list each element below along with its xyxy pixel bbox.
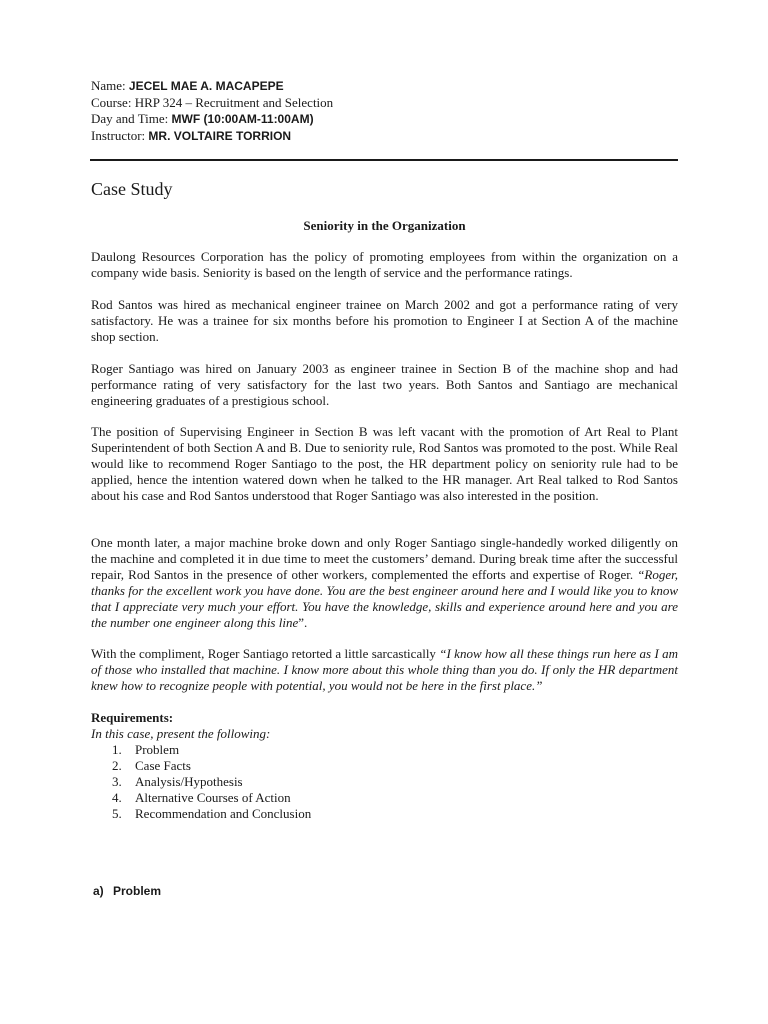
requirements-heading: Requirements:: [91, 710, 174, 725]
name-label: Name:: [91, 78, 129, 93]
list-item: [112, 774, 311, 790]
list-item-label: Alternative Courses of Action: [135, 790, 291, 805]
paragraph-policy: Daulong Resources Corporation has the policy of promoting employees from within the organization on a company wide basis. Seniority is based on the length of service and the performance ratings.: [91, 249, 678, 280]
list-item-label: Problem: [135, 742, 180, 757]
requirements-intro: In this case, present the following:: [91, 726, 271, 741]
list-item-label: Analysis/Hypothesis: [135, 774, 243, 789]
list-item-number: 1.: [112, 742, 122, 757]
retort-text: With the compliment, Roger Santiago retorted a little sarcastically: [91, 646, 440, 661]
instructor-line: [91, 128, 333, 145]
day-time-line: [91, 111, 333, 128]
compliment-quote: “Roger, thanks for the excellent work you have done. You are the best engineer around here and I would like you to know that I appreciate very much your effort. You have the knowledge, skills and experience around here and you are the number one engineer along this line: [91, 567, 678, 630]
list-item-number: 4.: [112, 790, 122, 805]
paragraph-promotion: The position of Supervising Engineer in Section B was left vacant with the promotion of Art Real to Plant Superintendent of both Section A and B. Due to seniority rule, Rod Santos was promoted to the post. While Real would like to recommend Roger Santiago to the post, the HR department policy on seniority rule had to be applied, hence the intention watered down when he talked to the HR manager. Art Real talked to Rod Santos about his case and Rod Santos understood that Roger Santiago was also interested in the position.: [91, 424, 678, 503]
list-item: [112, 758, 311, 774]
list-item-label: Case Facts: [135, 758, 191, 773]
compliment-text: One month later, a major machine broke down and only Roger Santiago single-handedly worked diligently on the machine and completed it in due time to meet the customers’ demand. During break time after the successful repair, Rod Santos in the presence of other workers, complemented the efforts and expertise of Roger.: [91, 535, 678, 582]
case-subtitle: Seniority in the Organization: [303, 218, 466, 233]
paragraph-compliment: [91, 535, 678, 631]
list-item: [112, 742, 311, 758]
page-title: Case Study: [91, 179, 173, 199]
course-label: Course:: [91, 94, 135, 110]
student-info: [91, 78, 333, 144]
paragraph-retort: [91, 646, 678, 694]
name-line: [91, 78, 333, 95]
day-time-label: Day and Time:: [91, 111, 172, 126]
section-a-label: a): [93, 884, 104, 898]
course-value: HRP 324 – Recruitment and Selection: [134, 94, 334, 110]
requirements-list: [112, 742, 311, 822]
instructor-value: MR. VOLTAIRE TORRION: [148, 128, 292, 143]
day-time-value: MWF (10:00AM-11:00AM): [171, 112, 314, 126]
paragraph-rod-santos: Rod Santos was hired as mechanical engineer trainee on March 2002 and got a performance rating of very satisfactory. He was a trainee for six months before his promotion to Engineer I at Section A of the machine shop section.: [91, 297, 678, 344]
list-item: [112, 806, 311, 822]
list-item-label: Recommendation and Conclusion: [135, 806, 312, 821]
course-line: [91, 95, 333, 112]
list-item-number: 5.: [112, 806, 122, 821]
section-a-heading: [93, 884, 161, 898]
section-a-title: Problem: [113, 884, 162, 898]
name-value: JECEL MAE A. MACAPEPE: [128, 79, 284, 93]
paragraph-roger-santiago: Roger Santiago was hired on January 2003 as engineer trainee in Section B of the machine shop and had performance rating of very satisfactory for the last two years. Both Santos and Santiago are mechanical engineering graduates of a prestigious school.: [91, 361, 678, 408]
horizontal-divider: [90, 159, 678, 161]
instructor-label: Instructor:: [91, 127, 149, 143]
retort-quote: “I know how all these things run here as I am of those who installed that machine. I know more about this whole thing than you do. If only the HR department knew how to recognize people with potential, you would not be here in the first place.”: [91, 646, 679, 693]
compliment-quote-end: ”.: [298, 615, 308, 630]
list-item: [112, 790, 311, 806]
list-item-number: 2.: [112, 758, 122, 773]
list-item-number: 3.: [112, 774, 122, 789]
